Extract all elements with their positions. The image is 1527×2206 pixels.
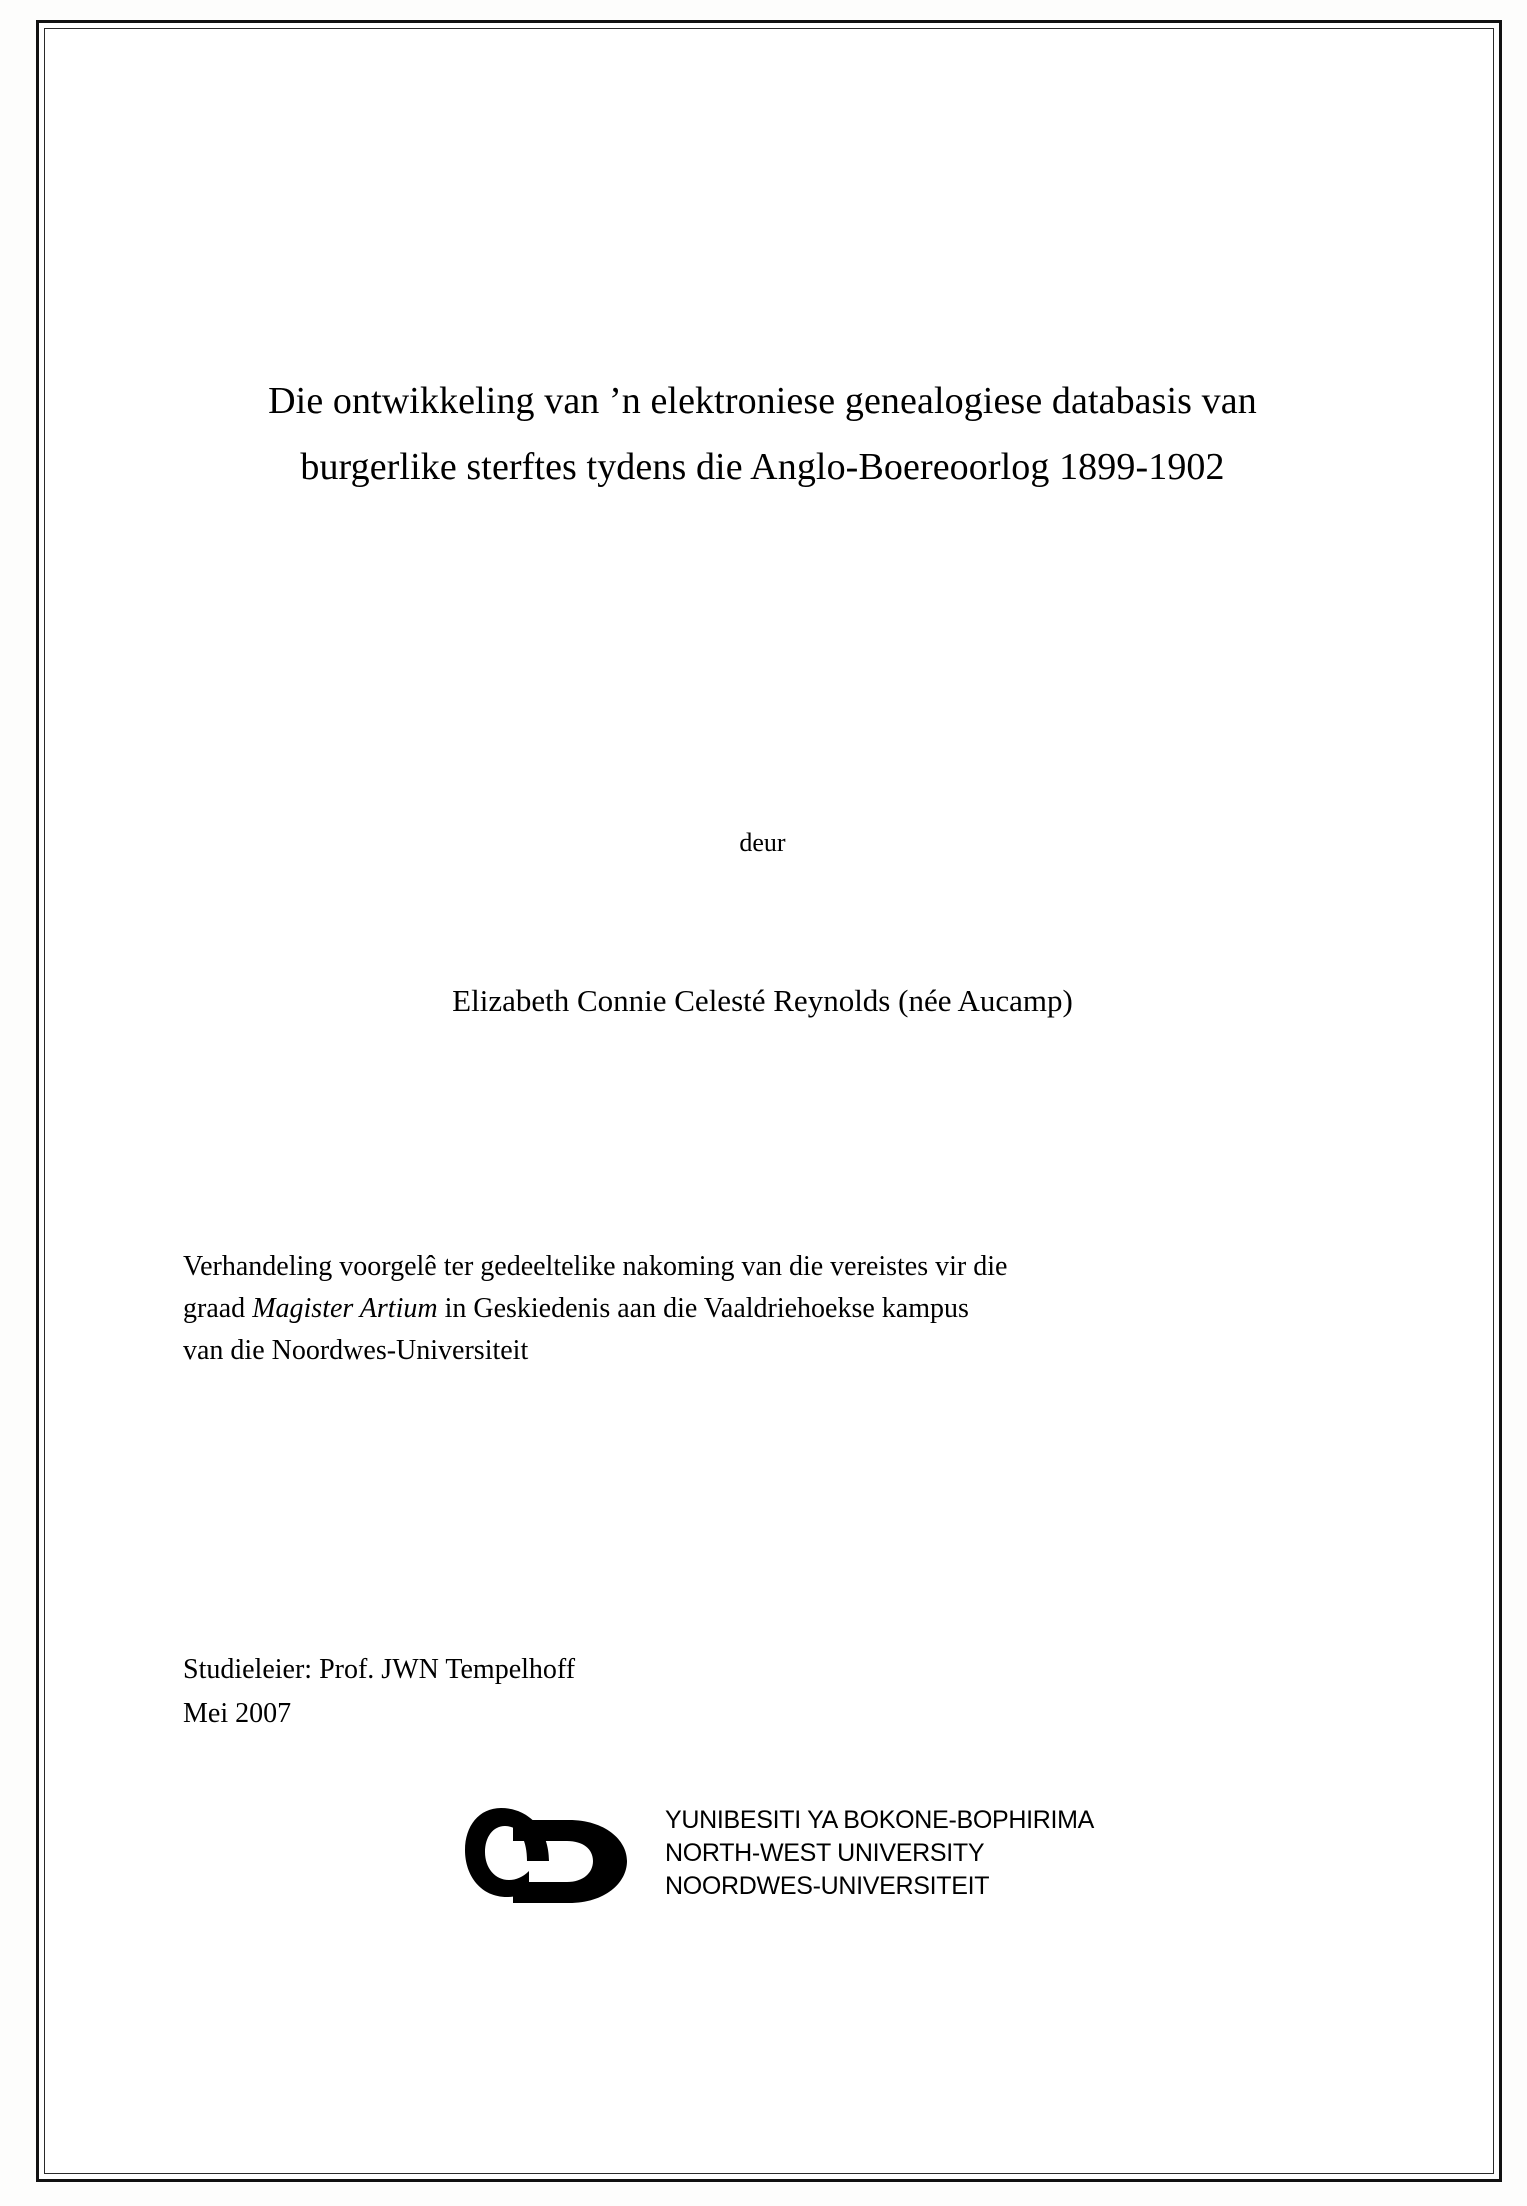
university-logo (465, 1798, 1165, 1928)
degree-statement-line-1: Verhandeling voorgelê ter gedeeltelike nakoming van die vereistes vir die (183, 1251, 1008, 1282)
logo-text-line-1: YUNIBESITI YA BOKONE-BOPHIRIMA (665, 1806, 1095, 1834)
degree-statement-line-2 (183, 1288, 1335, 1330)
supervisor-and-date (183, 1648, 1083, 1736)
logo-text-line-3: NOORDWES-UNIVERSITEIT (665, 1872, 990, 1900)
byline-label: deur (739, 828, 786, 857)
title-page-content (175, 28, 1350, 2174)
supervisor-line: Studieleier: Prof. JWN Tempelhoff (183, 1654, 576, 1685)
title-line-1: Die ontwikkeling van ’n elektroniese genealogiese databasis van (268, 380, 1257, 422)
author-name: Elizabeth Connie Celesté Reynolds (née Aucamp) (452, 983, 1073, 1018)
page-title (175, 368, 1350, 500)
title-line-2: burgerlike sterftes tydens die Anglo-Boereoorlog 1899-1902 (300, 446, 1225, 488)
degree-statement-line-3: van die Noordwes-Universiteit (183, 1335, 529, 1366)
university-logo-text (665, 1804, 1094, 1903)
date-line: Mei 2007 (183, 1698, 292, 1729)
degree-statement (183, 1246, 1335, 1372)
degree-statement-line-2-suffix: in Geskiedenis aan die Vaaldriehoekse kampus (437, 1293, 969, 1324)
logo-text-line-2: NORTH-WEST UNIVERSITY (665, 1839, 985, 1867)
nwu-logo-icon (465, 1802, 665, 1920)
degree-statement-line-2-prefix: graad (183, 1293, 253, 1324)
degree-name-italic: Magister Artium (252, 1293, 438, 1324)
